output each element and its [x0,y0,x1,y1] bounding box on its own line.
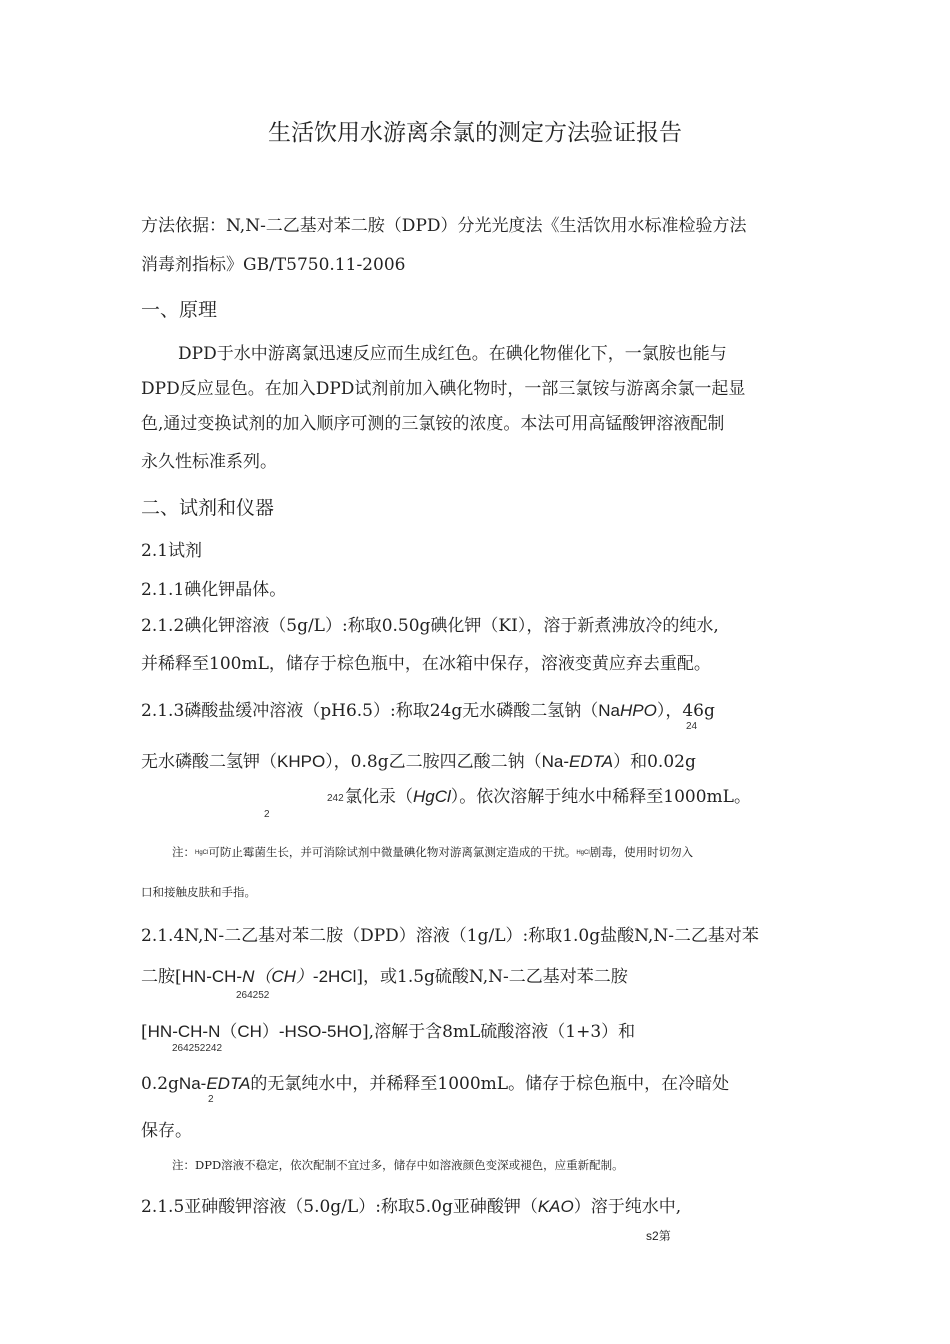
formula-subscript-264252: 264252 [236,990,270,1001]
item-2-1-4-line-4 [141,1073,729,1095]
note-hgcl-line-1 [172,844,693,861]
item-2-1-3-text-a: 2.1.3磷酸盐缓冲溶液（pH6.5）:称取24g无水磷酸二氢钠（ [141,701,599,721]
note-text-b: 剧毒，使用时切勿入 [589,845,694,859]
item-2-1-4-text-c: [ [141,1022,148,1042]
note-text-a: 可防止霉菌生长，并可消除试剂中微量碘化物对游离氯测定造成的干扰。 [208,845,577,859]
formula-subscript-2b: 2 [208,1094,214,1105]
item-2-1-5-text-b: ）溶于纯水中, [573,1197,682,1217]
section-heading-principle: 一、原理 [141,299,218,321]
formula-hpo: HPO [619,701,657,720]
item-2-1-3-text-d: ），0.8g乙二胺四乙酸二钠（ [325,752,542,772]
item-2-1-4-text-b: ]，或1.5g硫酸N,N-二乙基对苯二胺 [356,967,628,987]
principle-line-1: DPD于水中游离氯迅速反应而生成红色。在碘化物催化下，一氯胺也能与 [178,344,727,364]
formula-hgcl: HgCl [413,787,451,806]
item-2-1-3-line-3 [345,786,751,808]
formula-khpo: KHPO [277,752,326,771]
item-2-1-3-text-b: ），46g [656,701,715,721]
item-2-1-4-text-a: 二胺[ [141,967,182,987]
item-2-1-3-text-e: ）和0.02g [613,752,696,772]
item-2-1-2-line-1: 2.1.2碘化钾溶液（5g/L）:称取0.50g碘化钾（KI），溶于新煮沸放冷的纯水, [141,616,719,636]
item-2-1-2-line-2: 并稀释至100mL，储存于棕色瓶中，在冰箱中保存，溶液变黄应弃去重配。 [141,654,711,674]
item-2-1-4-text-d: ],溶解于含8mL硫酸溶液（1+3）和 [362,1022,636,1042]
note-formula-hgcl-2: HgCl [576,850,590,856]
formula-kao: KAO [537,1197,574,1216]
item-2-1-4-line-2 [141,966,628,988]
principle-line-4: 永久性标准系列。 [141,452,277,472]
note-formula-hgcl: HgCl [195,850,209,856]
principle-line-3: 色,通过变换试剂的加入顺序可测的三氯铵的浓度。本法可用高锰酸钾溶液配制 [141,414,725,434]
item-2-1-4-text-f: 的无氯纯水中，并稀释至1000mL。储存于棕色瓶中，在冷暗处 [250,1074,730,1094]
formula-dpd-sulfate: HN-CH-N（CH）-HSO-5HO [147,1022,363,1041]
subsection-2-1: 2.1试剂 [141,541,203,561]
formula-edta-2: EDTA [206,1074,251,1093]
item-2-1-4-line-3 [141,1021,635,1043]
item-2-1-4-line-1: 2.1.4N,N-二乙基对苯二胺（DPD）溶液（1g/L）:称取1.0g盐酸N,N-二乙基对苯 [141,926,759,946]
formula-dpd-hcl-a: HN-CH- [181,967,243,986]
principle-line-2: DPD反应显色。在加入DPD试剂前加入碘化物时，一部三氯铵与游离余氯一起显 [141,379,746,399]
note-dpd: 注：DPD溶液不稳定，依次配制不宜过多，储存中如溶液颜色变深或褪色，应重新配制。 [172,1158,624,1172]
note-hgcl-line-2: 口和接触皮肤和手指。 [141,885,256,899]
formula-na-2: Na- [178,1074,207,1093]
note-label: 注： [172,845,195,859]
item-2-1-3-text-g: ）。依次溶解于纯水中稀释至1000mL。 [450,787,751,807]
method-basis-line-2: 消毒剂指标》GB/T5750.11-2006 [141,255,406,275]
page-suffix: 第 [658,1229,671,1243]
item-2-1-3-text-c: 无水磷酸二氢钾（ [141,752,277,772]
formula-subscript-264252242: 264252242 [172,1043,223,1054]
formula-subscript-2: 2 [264,809,270,820]
formula-dpd-hcl-b: N（CH） [242,967,313,986]
formula-edta: EDTA [569,752,614,771]
item-2-1-5 [141,1196,681,1218]
formula-subscript-24: 24 [686,721,698,732]
formula-dpd-hcl-c: -2HCl [312,967,357,986]
formula-sodium: Na [598,701,620,720]
item-2-1-3-line-2 [141,751,696,773]
item-2-1-3-line-1 [141,700,715,722]
page-footer [646,1228,671,1244]
method-basis-line-1: 方法依据：N,N-二乙基对苯二胺（DPD）分光光度法《生活饮用水标准检验方法 [141,216,747,236]
item-2-1-4-line-5: 保存。 [141,1121,192,1141]
page-title: 生活饮用水游离余氯的测定方法验证报告 [268,120,682,146]
item-2-1-1: 2.1.1碘化钾晶体。 [141,580,287,600]
item-2-1-5-text-a: 2.1.5亚砷酸钾溶液（5.0g/L）:称取5.0g亚砷酸钾（ [141,1197,538,1217]
page-number: s2 [646,1229,659,1243]
formula-subscript-242: 242 [327,793,344,804]
section-heading-reagents: 二、试剂和仪器 [141,497,275,519]
item-2-1-3-text-f: 氯化汞（ [345,787,413,807]
item-2-1-4-text-e: 0.2g [141,1074,179,1094]
formula-na: Na- [541,752,570,771]
